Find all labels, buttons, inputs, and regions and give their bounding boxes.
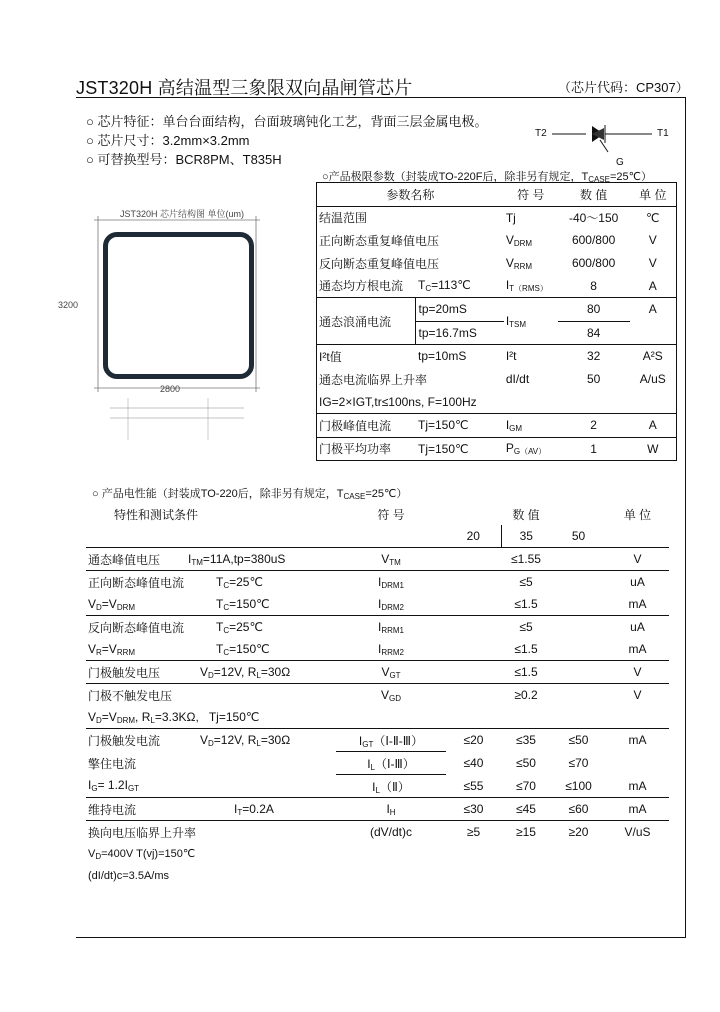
col-symbol: 符 号	[517, 187, 545, 202]
table-row: I²t值 tp=10mS I²t 32 A²S	[319, 349, 663, 364]
feature-structure: ○ 芯片特征：单台台面结构，台面玻璃钝化工艺，背面三层金属电极。	[86, 114, 488, 129]
table-row: 反向断态峰值电流 $T_C=25℃$ $I_{RRM1}$ ≤5 uA	[88, 619, 645, 635]
chip-die-outline	[103, 232, 254, 379]
table-row-surge: 通态浪涌电流 tp=20mS $I_{TSM}$ 80 A	[317, 297, 677, 321]
table-row-surge-2: tp=16.7mS 84	[317, 321, 677, 345]
electrical-heading: ○ 产品电性能（封装成TO-220后，除非另有规定，$T_{CASE}=25℃$）	[92, 488, 408, 501]
document-title: JST320H 高结温型三象限双向晶闸管芯片	[76, 78, 413, 98]
table-row: 擎住电流 $I_L(Ⅰ-Ⅲ)$ ≤40 ≤50 ≤70	[86, 752, 669, 775]
table-row: 通态均方根电流 $T_C=113℃$ $I_{T(RMS)}$ 8 A	[317, 274, 677, 297]
col-value: 数 值	[579, 187, 608, 202]
table-row: 门极触发电压 $V_D=12V$, $R_L=30\Omega$ $V_{GT}$ ≤1.5 V	[86, 661, 669, 684]
chip-dim-horizontal: 2800	[160, 384, 181, 394]
table-row: 通态峰值电压 $I_{TM}=11A,tp=380uS$ $V_{TM}$ ≤1.55 V	[86, 548, 669, 571]
bottom-rule	[76, 937, 686, 938]
triac-symbol-icon	[552, 122, 664, 160]
table-row: IG=2×IGT,tr≤100ns, F=100Hz	[317, 390, 677, 413]
table-row: 换向电压临界上升率 (dV/dt)c ≥5 ≥15 ≥20 V/uS	[88, 825, 651, 840]
table-row: 结温范围 Tj -40～150 ℃	[319, 210, 660, 226]
table-row: $I_G= 1.2I_{GT}$ $I_L(Ⅱ)$ ≤55 ≤70 ≤100 mA	[86, 775, 669, 798]
table-row: $V_D=V_{DRM}$ $T_C=150℃$ $I_{DRM2}$ ≤1.5 mA	[86, 593, 669, 616]
table-row: 门极触发电流 $V_D=12V$, $R_L=30\Omega$ $I_{GT}(Ⅰ-Ⅱ-Ⅲ)$ ≤20 ≤35 ≤50 mA	[86, 729, 669, 752]
col-param-name: 参数名称	[386, 187, 435, 202]
t1-label: T1	[657, 128, 669, 139]
table-row: 正向断态峰值电流 $T_C=25℃$ $I_{DRM1}$ ≤5 uA	[88, 574, 645, 590]
electrical-table	[86, 503, 669, 887]
table-row: $V_D=400V$ T(vj)=150℃	[88, 848, 196, 861]
table-row: 维持电流 $I_T=0.2A$ $I_H$ ≤30 ≤45 ≤60 mA	[86, 798, 669, 821]
limits-heading: ○产品极限参数（封装成TO-220F后，除非另有规定，$T_{CASE}=25℃$）	[322, 171, 652, 184]
table-row: 反向断态重复峰值电压 $V_{RRM}$ 600/800 V	[319, 255, 657, 271]
col-unit: 单 位	[639, 187, 667, 202]
chip-drawing-caption: JST320H 芯片结构图 单位(um)	[120, 209, 245, 219]
table-row: $V_D=V_{DRM}$, $R_L=3.3K\Omega$, Tj=150℃	[86, 706, 669, 729]
grades-row: 20 35 50	[86, 525, 669, 548]
t2-label: T2	[535, 128, 547, 139]
limits-header-row	[317, 183, 677, 207]
right-border	[685, 97, 686, 937]
table-row: 通态电流临界上升率 dI/dt 50 A/uS	[319, 372, 666, 387]
table-row: (dI/dt)c=3.5A/ms	[88, 870, 170, 882]
chip-dim-vertical: 3200	[58, 300, 79, 310]
feature-replacement: ○ 可替换型号：BCR8PM、T835H	[86, 152, 282, 167]
feature-size: ○ 芯片尺寸：3.2mm×3.2mm	[86, 133, 250, 148]
electrical-header-row: 特性和测试条件 符 号 数 值 单 位	[114, 507, 652, 522]
header-rule	[76, 97, 686, 98]
table-row: 门极峰值电流 Tj=150℃ $I_{GM}$ 2 A	[317, 413, 677, 437]
chip-code: （芯片代码：CP307）	[558, 80, 689, 95]
limits-table	[316, 182, 677, 461]
table-row: $V_R=V_{RRM}$ $T_C=150℃$ $I_{RRM2}$ ≤1.5 mA	[86, 638, 669, 661]
table-row: 门极不触发电压 $V_{GD}$ ≥0.2 V	[88, 687, 642, 703]
table-row: 正向断态重复峰值电压 $V_{DRM}$ 600/800 V	[319, 232, 657, 248]
table-row: 门极平均功率 Tj=150℃ $P_{G(AV)}$ 1 W	[319, 440, 659, 457]
g-label: G	[616, 157, 624, 168]
